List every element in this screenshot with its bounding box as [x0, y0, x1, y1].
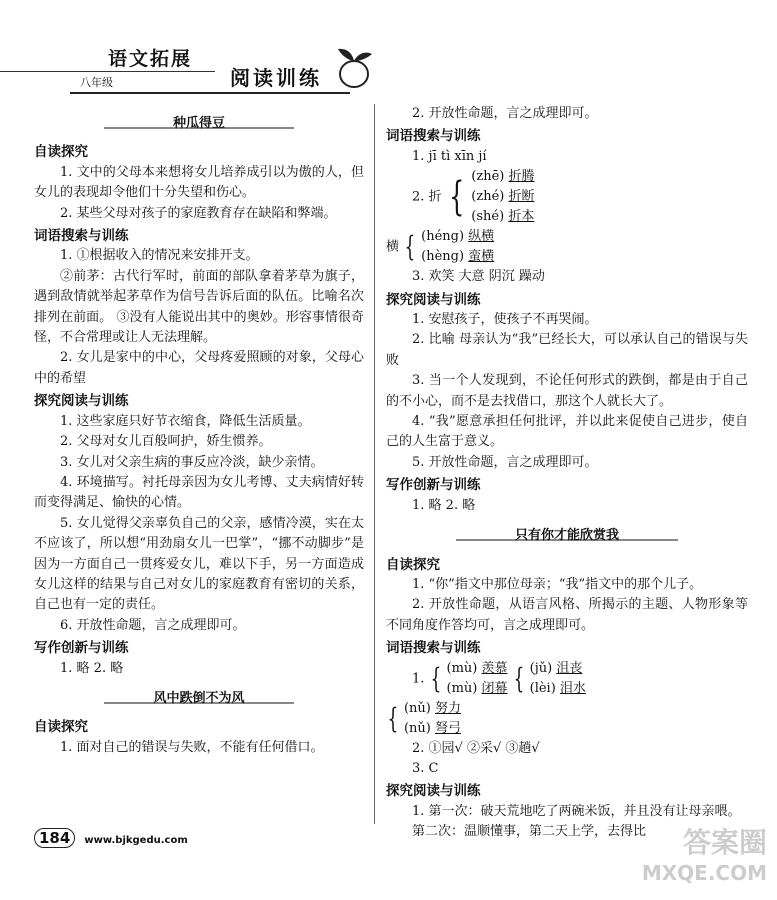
answer-item: 3. 当一个人发现到，不论任何形式的跌倒，都是由于自己的不小心，而不是去找借口，那这个人就长大了。	[386, 373, 748, 409]
page-number: 184	[34, 828, 75, 848]
pinyin: (zhé)	[471, 189, 505, 205]
answer-item: 1. 文中的父母本来想将女儿培养成引以为傲的人，但女儿的表现却令他们十分失望和伤心。	[34, 164, 364, 201]
pinyin-stack	[530, 659, 586, 699]
answer-item: 2. ①园√ ②采√ ③趟√	[412, 740, 540, 756]
answer-item: 1. 这些家庭只好节衣缩食，降低生活质量。	[60, 413, 311, 429]
answer-item: 4. 环境描写。衬托母亲因为女儿考博、丈夫病情好转而变得满足、愉快的心情。	[34, 474, 364, 511]
answer-item: 4. “我”愿意承担任何批评，并以此来促使自己进步，使自己的人生富于意义。	[386, 414, 748, 450]
section-heading: 探究阅读与训练	[386, 291, 481, 308]
pinyin-group-nu	[386, 699, 748, 739]
column-divider	[374, 104, 375, 824]
right-column	[386, 104, 748, 843]
section-heading: 写作创新与训练	[386, 477, 481, 494]
answer-item: 1. 略 2. 略	[412, 497, 476, 513]
series-title: 语文拓展	[108, 48, 193, 70]
word: 折腾	[508, 169, 535, 185]
word: 纵横	[468, 229, 495, 245]
apple-logo-icon	[330, 40, 376, 90]
word: 羡慕	[481, 660, 508, 676]
pinyin: (mù)	[446, 680, 478, 696]
pinyin: (zhē)	[471, 169, 505, 185]
section-heading: 词语搜索与训练	[386, 128, 481, 145]
answer-item: 2. 父母对女儿百般呵护，娇生惯养。	[60, 434, 272, 450]
article-title: 风中跌倒不为风	[34, 689, 364, 709]
article-title: 只有你才能欣赏我	[386, 526, 748, 546]
article-title: 种瓜得豆	[34, 114, 364, 134]
pinyin: (héng)	[421, 229, 465, 245]
header-rule	[0, 71, 215, 72]
word: 努力	[435, 700, 462, 716]
header-underline	[70, 92, 350, 94]
pinyin: (lèi)	[529, 680, 556, 696]
pinyin: (hèng)	[421, 249, 465, 265]
answer-item: 第二次：温顺懂事，第二天上学，去得比	[412, 824, 647, 840]
grade-label: 八年级	[80, 76, 113, 89]
answer-item: 2. 某些父母对孩子的家庭教育存在缺陷和弊端。	[60, 205, 337, 221]
pinyin-stack	[471, 167, 534, 227]
section-heading: 探究阅读与训练	[34, 393, 129, 410]
answer-item: 1. 安慰孩子，使孩子不再哭闹。	[412, 312, 598, 328]
word: 弩弓	[435, 720, 462, 736]
pinyin-group-heng	[386, 227, 748, 267]
pinyin: (jǔ)	[529, 660, 553, 676]
answer-item: ②前茅：古代行军时，前面的部队拿着茅草为旗子，遇到敌情就举起茅草作为信号告诉后面的队伍。比喻名次排列在前面。 ③没有人能说出其中的奥妙。形容事情很奇怪，不合常理或让人无法理解。	[34, 268, 364, 346]
pinyin-group-mu-ju	[386, 659, 748, 699]
section-heading: 写作创新与训练	[34, 640, 129, 657]
section-heading: 探究阅读与训练	[386, 783, 481, 800]
answer-item: 1. 第一次：破天荒地吃了两碗米饭，并且没有让母亲喂。	[412, 803, 741, 819]
answer-item: 2. 开放性命题，言之成理即可。	[412, 106, 598, 121]
pinyin-group-zhe	[386, 167, 748, 227]
pinyin-stack	[421, 227, 494, 267]
answer-item: 2. 女儿是家中的中心，父母疼爱照顾的对象，父母心中的希望	[34, 350, 364, 386]
answer-item: 1. “你”指文中那位母亲；“我”指文中的那个儿子。	[412, 576, 703, 592]
brace-glyph: {	[430, 661, 441, 695]
word: 折本	[508, 209, 535, 225]
word: 蛮横	[468, 249, 495, 265]
answer-item: 6. 开放性命题，言之成理即可。	[60, 617, 246, 633]
section-heading: 词语搜索与训练	[386, 640, 481, 657]
pinyin: (nǔ)	[403, 720, 431, 736]
word: 闭幕	[481, 680, 508, 696]
word: 泪水	[559, 680, 586, 696]
page-header	[0, 0, 777, 100]
section-heading: 自读探究	[34, 144, 88, 161]
book-title: 阅读训练	[230, 66, 322, 90]
section-heading: 自读探究	[386, 556, 440, 573]
pinyin: (shé)	[471, 209, 505, 225]
answer-item: 3. 女儿对父亲生病的事反应冷淡，缺少亲情。	[60, 454, 324, 470]
answer-item: 1. ①根据收入的情况来安排开支。	[60, 248, 259, 264]
answer-item: 3. C	[412, 760, 439, 776]
page-footer	[34, 828, 188, 847]
pinyin-stack	[404, 699, 461, 739]
pinyin-stack	[447, 659, 508, 699]
answer-item: 3. 欢笑 大意 阴沉 躁动	[412, 269, 545, 285]
pinyin: (mù)	[446, 660, 478, 676]
brace-glyph: {	[404, 230, 416, 264]
answer-item: 1. jī tì xīn jí	[412, 148, 487, 164]
brace-glyph: {	[513, 661, 524, 695]
watermark-line: 答案圈	[682, 826, 767, 859]
footer-url: www.bjkgedu.com	[84, 835, 188, 846]
answer-item: 2. 开放性命题，从语言风格、所揭示的主题、人物形象等不同角度作答均可，言之成理即可。	[386, 597, 748, 633]
answer-label: 1.	[412, 671, 425, 687]
watermark-line: MXQE.COM	[641, 861, 767, 885]
brace-glyph: {	[387, 701, 399, 735]
section-heading: 词语搜索与训练	[34, 228, 129, 245]
answer-label: 横	[386, 239, 400, 255]
left-column	[34, 104, 364, 758]
answer-item: 5. 女儿觉得父亲辜负自己的父亲，感情冷漠，实在太不应该了，所以想“用劲扇女儿一巴掌”，“挪不动脚步”是因为一方面自己一贯疼爱女儿，难以下手，另一方面造成女儿这样的结果与自己对女儿的家庭教育有密切的关系，自己也有一定的责任。	[34, 515, 364, 613]
word: 折断	[508, 189, 535, 205]
watermark	[642, 828, 767, 888]
answer-item: 2. 比喻 母亲认为“我”已经长大，可以承认自己的错误与失败	[386, 332, 748, 368]
answer-label: 2. 折	[412, 189, 442, 205]
pinyin: (nǔ)	[403, 700, 431, 716]
answer-item: 1. 略 2. 略	[60, 660, 124, 676]
brace-glyph: {	[448, 174, 465, 221]
answer-item: 5. 开放性命题，言之成理即可。	[412, 454, 598, 470]
answer-item: 1. 面对自己的错误与失败，不能有任何借口。	[60, 739, 324, 755]
word: 沮丧	[556, 660, 583, 676]
section-heading: 自读探究	[34, 719, 88, 736]
